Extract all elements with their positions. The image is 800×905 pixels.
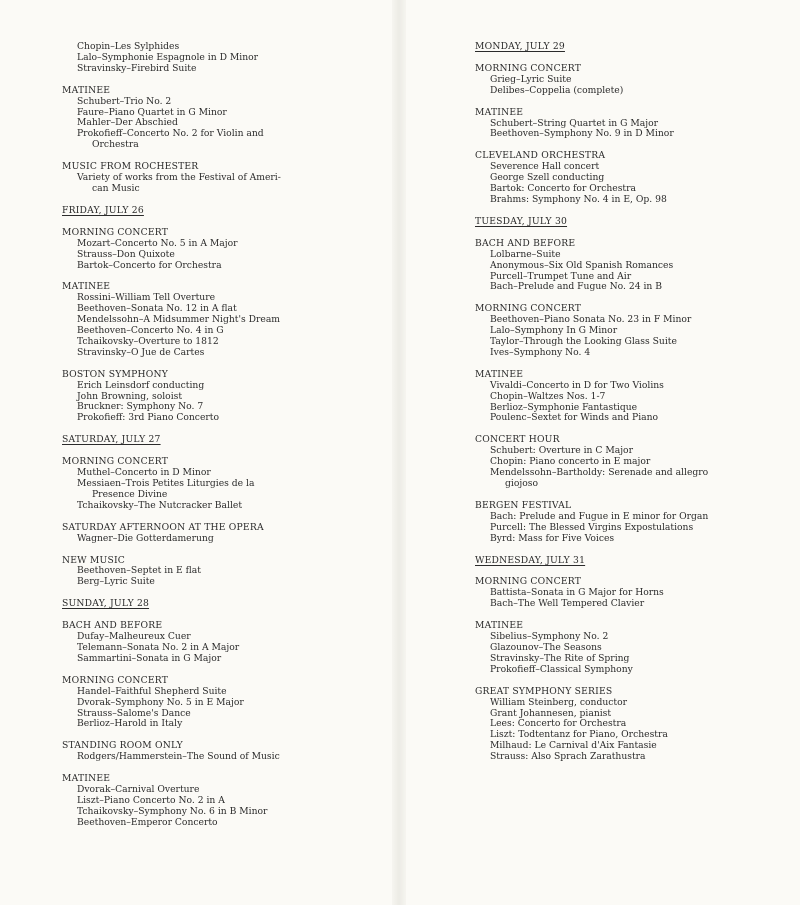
program-item: Bach–Prelude and Fugue No. 24 in B [490,281,663,293]
program-item-continuation: Presence Divine [92,488,168,500]
program-item: Wagner–Die Gotterdamerung [77,532,214,544]
program-heading: BOSTON SYMPHONY [62,368,168,380]
program-block [475,64,775,97]
program-heading: MATINEE [475,368,524,380]
program-heading: MATINEE [475,620,524,632]
program-item: Prokofieff–Concerto No. 2 for Violin and [77,128,264,140]
program-item: Delibes–Coppelia (complete) [490,84,624,96]
program-item: Ives–Symphony No. 4 [490,346,591,358]
program-item: Dufay–Malheureux Cuer [77,631,191,643]
program-item: Variety of works from the Festival of Ameri- [77,172,281,184]
program-item: Sammartini–Sonata in G Major [77,652,222,664]
program-item: Strauss–Don Quixote [77,248,175,260]
program-item: Vivaldi–Concerto in D for Two Violins [490,379,664,391]
program-item: Brahms: Symphony No. 4 in E, Op. 98 [490,193,667,205]
day-heading: TUESDAY, JULY 30 [475,215,568,227]
program-heading: MORNING CONCERT [62,674,169,686]
program-block [62,86,382,151]
program-heading: BACH AND BEFORE [475,237,576,249]
program-item: Mendelssohn–Bartholdy: Serenade and allegro [490,467,709,479]
program-heading: GREAT SYMPHONY SERIES [475,685,613,697]
program-heading: MORNING CONCERT [62,456,169,468]
program-item: Anonymous–Six Old Spanish Romances [490,259,674,271]
program-block [62,676,382,731]
program-item: Bartok–Concerto for Orchestra [77,259,222,271]
program-item: Beethoven–Concerto No. 4 in G [77,325,224,337]
program-item: Dvorak–Carnival Overture [77,784,200,796]
program-block [62,282,382,358]
program-heading: STANDING ROOM ONLY [62,740,183,752]
program-heading: MATINEE [62,281,111,293]
program-block [475,239,775,294]
program-item: Chopin: Piano concerto in E major [490,456,651,468]
program-heading: BERGEN FESTIVAL [475,499,572,511]
program-block [475,370,775,425]
program-item: Taylor–Through the Looking Glass Suite [490,336,677,348]
day-heading: SUNDAY, JULY 28 [62,598,150,610]
program-item: Schubert–String Quartet in G Major [490,117,659,129]
program-block [475,687,775,763]
program-heading: BACH AND BEFORE [62,620,163,632]
program-item: Tchaikovsky–Symphony No. 6 in B Minor [77,805,268,817]
program-block [475,577,775,610]
program-item: Severence Hall concert [490,161,600,173]
program-item: Sibelius–Symphony No. 2 [490,631,609,643]
program-item: Byrd: Mass for Five Voices [490,532,615,544]
day-heading: WEDNESDAY, JULY 31 [475,554,586,566]
program-item: Muthel–Concerto in D Minor [77,467,211,479]
program-item: Prokofieff: 3rd Piano Concerto [77,412,219,424]
left-column [62,42,382,840]
program-item: Stravinsky–O Jue de Cartes [77,346,205,358]
right-column [475,42,775,774]
program-item: Schubert: Overture in C Major [490,445,633,457]
program-block [475,304,775,359]
program-block [475,501,775,545]
program-block [475,621,775,676]
program-item: Bartok: Concerto for Orchestra [490,183,636,195]
program-item: Rossini–William Tell Overture [77,292,216,304]
program-item: Liszt–Piano Concerto No. 2 in A [77,794,225,806]
program-item: Bach: Prelude and Fugue in E minor for Organ [490,510,709,522]
program-item: Stravinsky–Firebird Suite [77,62,197,74]
program-item: Telemann–Sonata No. 2 in A Major [77,641,240,653]
program-item: Grant Johannesen, pianist [490,707,612,719]
program-block [62,370,382,425]
program-item: George Szell conducting [490,172,605,184]
program-heading: MORNING CONCERT [475,303,582,315]
program-heading: CLEVELAND ORCHESTRA [475,150,606,162]
program-item: Lalo–Symphonie Espagnole in D Minor [77,51,259,63]
program-heading: NEW MUSIC [62,554,126,566]
program-item: Dvorak–Symphony No. 5 in E Major [77,696,244,708]
program-item: Rodgers/Hammerstein–The Sound of Music [77,751,280,763]
program-item: Beethoven–Piano Sonata No. 23 in F Minor [490,314,692,326]
program-item: Berlioz–Harold in Italy [77,718,183,730]
program-item: Beethoven–Septet in E flat [77,565,201,577]
program-heading: MATINEE [62,84,111,96]
program-block [62,556,382,589]
program-item: Milhaud: Le Carnival d'Aix Fantasie [490,740,657,752]
program-item: Schubert–Trio No. 2 [77,95,172,107]
program-heading: MORNING CONCERT [62,226,169,238]
program-heading: MATINEE [475,106,524,118]
program-heading: MATINEE [62,773,111,785]
program-item: Handel–Faithful Shepherd Suite [77,685,227,697]
program-item: Messiaen–Trois Petites Liturgies de la [77,478,255,489]
program-item-continuation: can Music [92,182,140,194]
program-item-continuation: Orchestra [92,139,139,151]
program-item: Prokofieff–Classical Symphony [490,663,633,675]
program-item: Berg–Lyric Suite [77,576,155,588]
program-item: Bach–The Well Tempered Clavier [490,598,645,610]
program-item: Lees: Concerto for Orchestra [490,718,627,730]
program-heading: MUSIC FROM ROCHESTER [62,161,199,173]
program-item: Erich Leinsdorf conducting [77,379,205,391]
day-heading: FRIDAY, JULY 26 [62,204,144,216]
program-item: John Browning, soloist [77,390,183,402]
program-item: William Steinberg, conductor [490,696,628,708]
program-item: Mahler–Der Abschied [77,117,178,129]
program-item: Lalo–Symphony In G Minor [490,325,618,337]
program-item: Tchaikovsky–Overture to 1812 [77,335,219,347]
program-item-continuation: giojoso [505,478,538,489]
program-block [62,774,382,829]
program-item: Tchaikovsky–The Nutcracker Ballet [77,499,243,511]
program-block [62,741,382,763]
page-fold [392,0,406,905]
program-item: Purcell–Trumpet Tune and Air [490,270,632,282]
program-item: Chopin–Les Sylphides [77,41,180,52]
program-heading: CONCERT HOUR [475,434,560,446]
program-item: Faure–Piano Quartet in G Minor [77,106,227,118]
program-item: Grieg–Lyric Suite [490,73,572,85]
program-item: Liszt: Todtentanz for Piano, Orchestra [490,729,668,741]
program-block [475,151,775,206]
program-item: Poulenc–Sextet for Winds and Piano [490,412,659,424]
program-block [62,621,382,665]
program-item: Mendelssohn–A Midsummer Night's Dream [77,314,281,326]
program-item: Beethoven–Symphony No. 9 in D Minor [490,128,674,140]
program-block [62,42,382,75]
program-item: Beethoven–Sonata No. 12 in A flat [77,303,237,315]
day-heading: MONDAY, JULY 29 [475,41,565,52]
program-block [475,108,775,141]
program-block [62,228,382,272]
program-item: Battista–Sonata in G Major for Horns [490,587,664,599]
day-heading: SATURDAY, JULY 27 [62,434,161,446]
program-heading: MORNING CONCERT [475,576,582,588]
program-item: Stravinsky–The Rite of Spring [490,652,630,664]
program-heading: SATURDAY AFTERNOON AT THE OPERA [62,521,264,533]
program-heading: MORNING CONCERT [475,62,582,74]
program-block [62,457,382,512]
program-item: Glazounov–The Seasons [490,641,602,653]
program-item: Mozart–Concerto No. 5 in A Major [77,237,238,249]
program-item: Strauss: Also Sprach Zarathustra [490,751,646,763]
program-item: Bruckner: Symphony No. 7 [77,401,204,413]
program-item: Lolbarne–Suite [490,248,561,260]
program-item: Berlioz–Symphonie Fantastique [490,401,638,413]
program-block [475,435,775,490]
program-item: Chopin–Waltzes Nos. 1-7 [490,390,606,402]
program-block [62,162,382,195]
program-item: Strauss–Salome's Dance [77,707,191,719]
program-item: Purcell: The Blessed Virgins Expostulations [490,521,694,533]
program-item: Beethoven–Emperor Concerto [77,816,218,828]
program-block [62,523,382,545]
